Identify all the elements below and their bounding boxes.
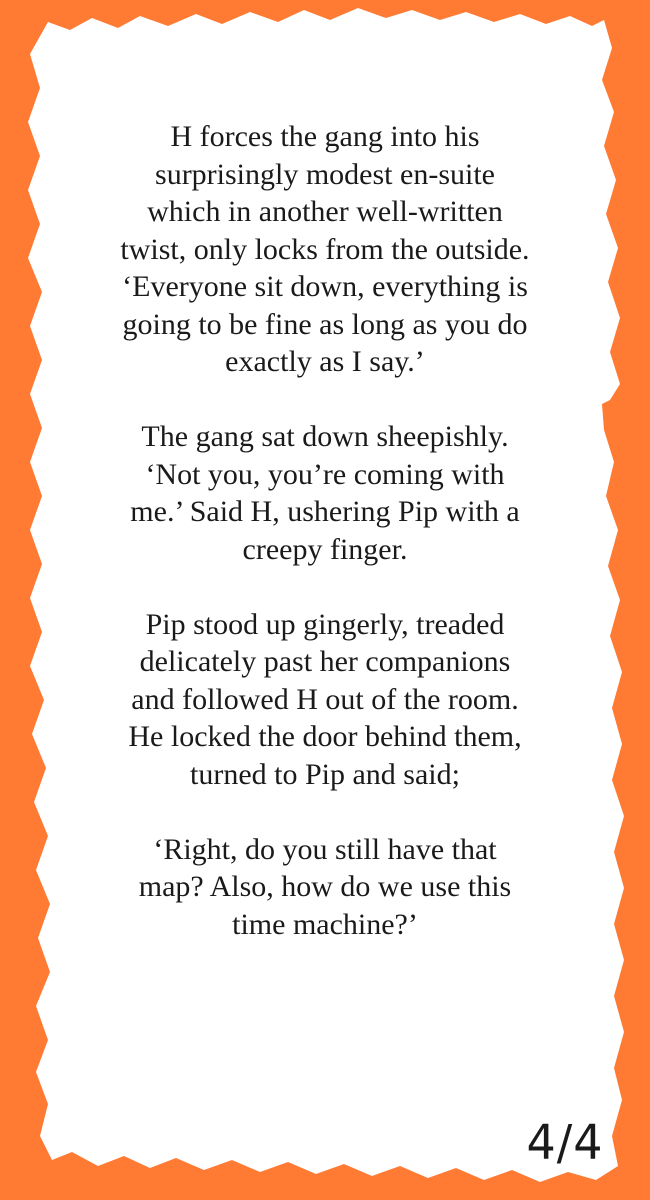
text-line: creepy finger. [242,532,408,566]
paragraph-4 [70,831,580,944]
text-line: surprisingly modest en-suite [155,157,495,191]
text-line: turned to Pip and said; [190,757,460,791]
text-line: Pip stood up gingerly, treaded [145,607,505,641]
paragraph-2 [70,418,580,568]
text-line: delicately past her companions [139,645,511,678]
text-line: which in another well-written [147,195,503,228]
text-line: H forces the gang into his [170,120,480,153]
text-line: me.’ Said H, ushering Pip with a [130,495,520,528]
text-line: and followed H out of the room. [131,682,519,716]
text-line: time machine?’ [232,907,418,941]
text-line: ‘Everyone sit down, everything is [122,270,528,303]
text-line: twist, only locks from the outside. [120,232,530,266]
text-line: going to be fine as long as you do [122,307,528,341]
story-text [70,118,580,981]
text-line: map? Also, how do we use this [138,870,512,903]
text-line: ‘Right, do you still have that [153,832,497,866]
text-line: ‘Not you, you’re coming with [145,457,505,491]
paragraph-3 [70,606,580,794]
page-number: 4/4 [526,1113,604,1171]
text-line: He locked the door behind them, [128,720,522,753]
text-line: The gang sat down sheepishly. [141,420,509,453]
paragraph-1 [70,118,580,381]
text-line: exactly as I say.’ [225,345,425,378]
